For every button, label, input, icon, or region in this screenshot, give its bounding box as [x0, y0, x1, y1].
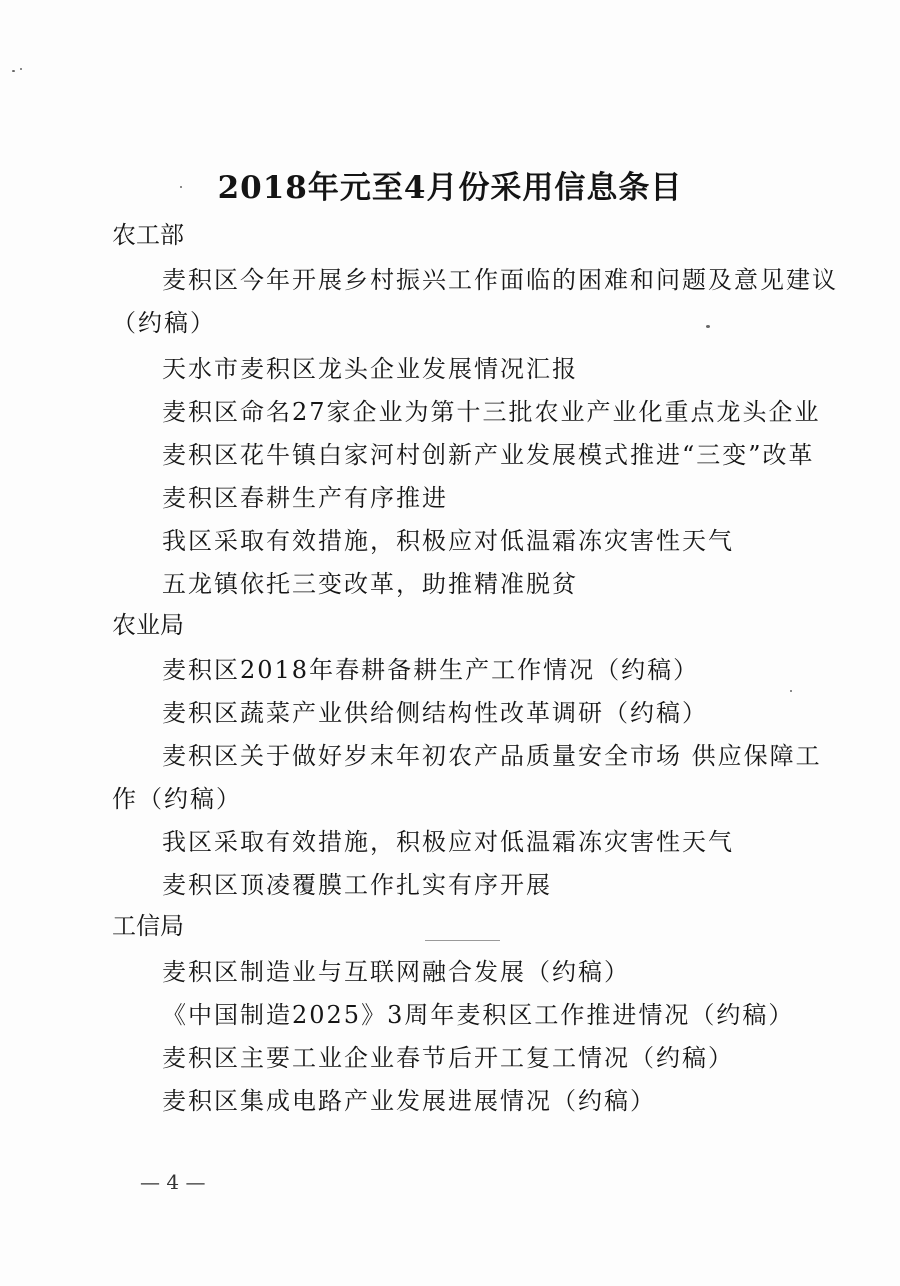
list-item: 麦积区今年开展乡村振兴工作面临的困难和问题及意见建议 [162, 266, 838, 294]
section-heading-nonggongbu: 农工部 [112, 221, 184, 249]
list-item: 麦积区花牛镇白家河村创新产业发展模式推进“三变”改革 [162, 441, 815, 469]
list-item: 麦积区主要工业企业春节后开工复工情况（约稿） [162, 1044, 734, 1072]
list-item: 麦积区集成电路产业发展进展情况（约稿） [162, 1087, 656, 1115]
list-item: 麦积区蔬菜产业供给侧结构性改革调研（约稿） [162, 699, 708, 727]
list-item: 天水市麦积区龙头企业发展情况汇报 [162, 355, 578, 383]
scan-speck [790, 690, 792, 692]
section-heading-nongyeju: 农业局 [112, 611, 184, 639]
list-item: 我区采取有效措施，积极应对低温霜冻灾害性天气 [162, 828, 734, 856]
list-item-continuation: 作（约稿） [112, 785, 242, 813]
list-item: 麦积区命名27家企业为第十三批农业产业化重点龙头企业 [162, 398, 821, 426]
list-item: 麦积区春耕生产有序推进 [162, 484, 448, 512]
scan-line [425, 940, 500, 941]
scan-speck [12, 70, 15, 72]
list-item: 麦积区顶凌覆膜工作扎实有序开展 [162, 871, 552, 899]
list-item: 五龙镇依托三变改革，助推精准脱贫 [162, 570, 578, 598]
scan-speck [20, 68, 22, 70]
list-item: 我区采取有效措施，积极应对低温霜冻灾害性天气 [162, 527, 734, 555]
list-item-continuation: （约稿） [112, 309, 216, 337]
document-title: 2018年元至4月份采用信息条目 [217, 170, 683, 206]
page-number: — 4 — [140, 1170, 206, 1194]
list-item: 麦积区2018年春耕备耕生产工作情况（约稿） [162, 656, 700, 684]
section-heading-gongxinju: 工信局 [112, 912, 184, 940]
list-item: 麦积区制造业与互联网融合发展（约稿） [162, 958, 630, 986]
list-item: 《中国制造2025》3周年麦积区工作推进情况（约稿） [162, 1001, 795, 1029]
list-item: 麦积区关于做好岁末年初农产品质量安全市场 供应保障工 [162, 742, 822, 770]
